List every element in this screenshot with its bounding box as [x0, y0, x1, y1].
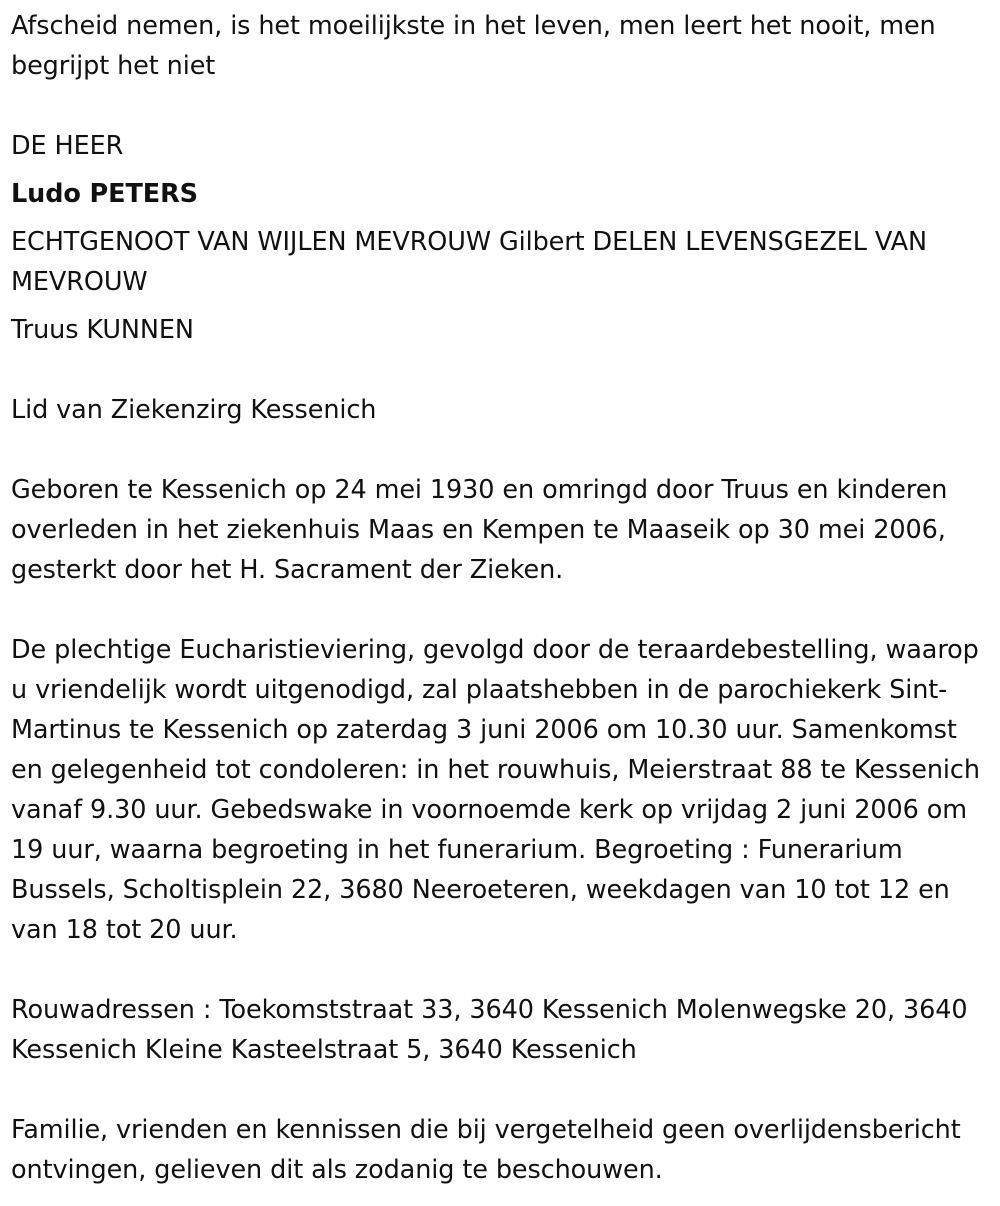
spacer — [11, 430, 989, 470]
ceremony-paragraph: De plechtige Eucharistieviering, gevolgd door de teraardebestelling, waarop u vriendelijk wordt uitgenodigd, zal plaatshebben in de parochiekerk Sint-Martinus te Kessenich op zaterdag 3 juni 2006 om 10.30 uur. Samenkomst en gelegenheid tot condoleren: in het rouwhuis, Meierstraat 88 te Kessenich vanaf 9.30 uur. Gebedswake in voornoemde kerk op vrijdag 2 juni 2006 om 19 uur, waarna begroeting in het funerarium. Begroeting : Funerarium Bussels, Scholtisplein 22, 3680 Neeroeteren, weekdagen van 10 tot 12 en van 18 tot 20 uur. — [11, 635, 980, 945]
partner-name: Truus KUNNEN — [11, 315, 194, 345]
death-notice — [11, 6, 989, 1190]
spacer — [11, 350, 989, 390]
birth-death-paragraph: Geboren te Kessenich op 24 mei 1930 en omringd door Truus en kinderen overleden in het ziekenhuis Maas en Kempen te Maaseik op 30 mei 2006, gesterkt door het H. Sacrament der Zieken. — [11, 475, 948, 585]
spacer — [11, 86, 989, 126]
title-prefix: DE HEER — [11, 131, 124, 161]
spacer — [11, 1070, 989, 1110]
relation-text: ECHTGENOOT VAN WIJLEN MEVROUW Gilbert DELEN LEVENSGEZEL VAN MEVROUW — [11, 227, 927, 297]
spacer — [11, 950, 989, 990]
spacer — [11, 590, 989, 630]
mourning-addresses: Rouwadressen : Toekomststraat 33, 3640 Kessenich Molenwegske 20, 3640 Kessenich Kleine Kasteelstraat 5, 3640 Kessenich — [11, 995, 968, 1065]
opening-quote: Afscheid nemen, is het moeilijkste in het leven, men leert het nooit, men begrijpt het niet — [11, 11, 936, 81]
membership-text: Lid van Ziekenzirg Kessenich — [11, 395, 377, 425]
closing-paragraph: Familie, vrienden en kennissen die bij vergetelheid geen overlijdensbericht ontvingen, gelieven dit als zodanig te beschouwen. — [11, 1115, 961, 1185]
deceased-name: Ludo PETERS — [11, 179, 198, 209]
